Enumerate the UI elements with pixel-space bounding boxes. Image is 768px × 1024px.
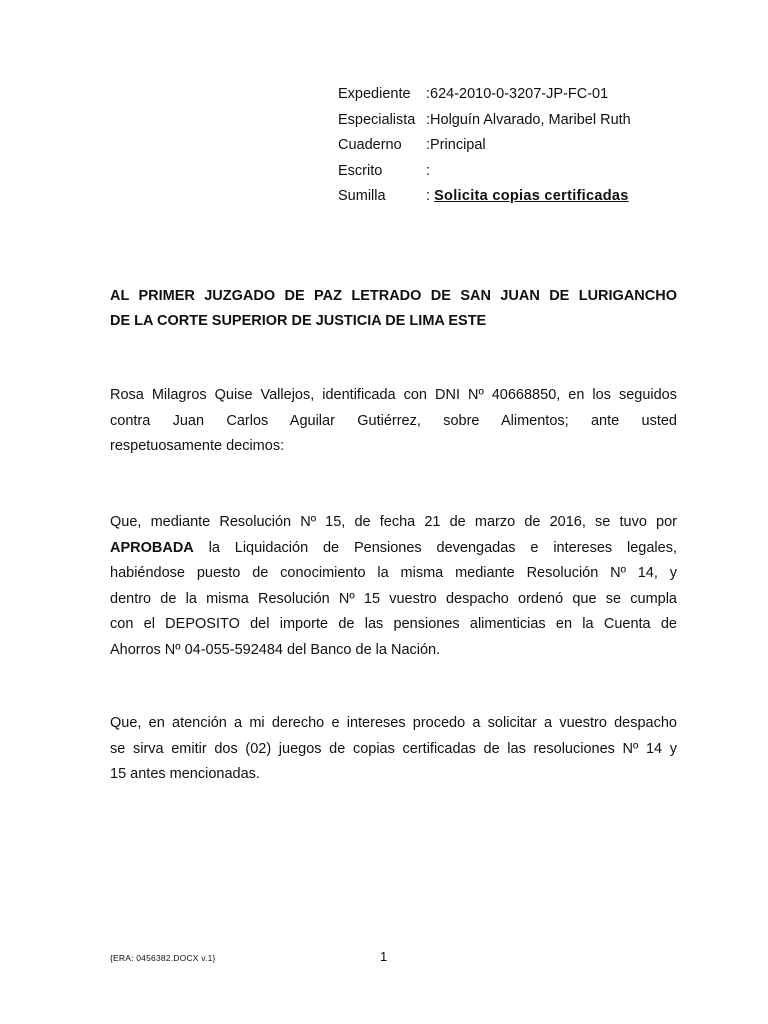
body-paragraph-1 — [110, 510, 677, 663]
header-value: Principal — [430, 137, 486, 153]
paragraph-line-rest: la Liquidación de Pensiones devengadas e intereses legales, — [193, 539, 677, 556]
header-row-escrito — [338, 160, 698, 186]
addressee-line: DE LA CORTE SUPERIOR DE JUSTICIA DE LIMA ESTE — [110, 313, 487, 329]
header-value: 624-2010-0-3207-JP-FC-01 — [430, 86, 609, 102]
header-label: Sumilla — [338, 188, 386, 204]
paragraph-line: se sirva emitir dos (02) juegos de copias certificadas de las resoluciones Nº 14 y — [110, 740, 677, 757]
header-colon: : — [426, 111, 431, 128]
document-reference: {ERA: 0456382.DOCX v.1} — [110, 953, 216, 963]
addressee-line: AL PRIMER JUZGADO DE PAZ LETRADO DE SAN JUAN DE LURIGANCHO — [110, 288, 677, 304]
header-label: Expediente — [338, 86, 411, 102]
body-paragraph-2 — [110, 711, 677, 788]
header-value-sumilla: Solicita copias certificadas — [434, 188, 629, 204]
addressee-heading — [110, 284, 677, 334]
paragraph-line: 15 antes mencionadas. — [110, 766, 260, 782]
case-header — [338, 83, 698, 211]
paragraph-line: contra Juan Carlos Aguilar Gutiérrez, sobre Alimentos; ante usted — [110, 412, 677, 429]
paragraph-line: con el DEPOSITO del importe de las pensiones alimenticias en la Cuenta de — [110, 616, 677, 632]
header-colon: : — [426, 86, 431, 102]
header-colon: : — [426, 162, 431, 179]
paragraph-line — [110, 536, 677, 562]
header-value: Holguín Alvarado, Maribel Ruth — [430, 111, 631, 128]
header-colon: : — [426, 137, 431, 153]
paragraph-line: Que, en atención a mi derecho e intereses procedo a solicitar a vuestro despacho — [110, 715, 677, 731]
paragraph-line: dentro de la misma Resolución Nº 15 vuestro despacho ordenó que se cumpla — [110, 590, 677, 607]
header-label: Especialista — [338, 111, 416, 128]
approved-emphasis: APROBADA — [110, 539, 194, 556]
paragraph-line: Que, mediante Resolución Nº 15, de fecha 21 de marzo de 2016, se tuvo por — [110, 514, 677, 530]
paragraph-line: Ahorros Nº 04-055-592484 del Banco de la Nación. — [110, 641, 441, 658]
paragraph-line: habiéndose puesto de conocimiento la misma mediante Resolución Nº 14, y — [110, 565, 677, 581]
header-row-cuaderno — [338, 134, 698, 160]
paragraph-line: respetuosamente decimos: — [110, 438, 285, 454]
header-row-expediente — [338, 83, 698, 109]
header-label: Cuaderno — [338, 137, 402, 153]
intro-paragraph — [110, 383, 677, 460]
header-row-sumilla — [338, 185, 698, 211]
header-row-especialista — [338, 109, 698, 135]
header-label: Escrito — [338, 162, 383, 179]
paragraph-line: Rosa Milagros Quise Vallejos, identificada con DNI Nº 40668850, en los seguidos — [110, 387, 677, 403]
page-number: 1 — [380, 949, 388, 964]
header-colon: : — [426, 188, 431, 204]
